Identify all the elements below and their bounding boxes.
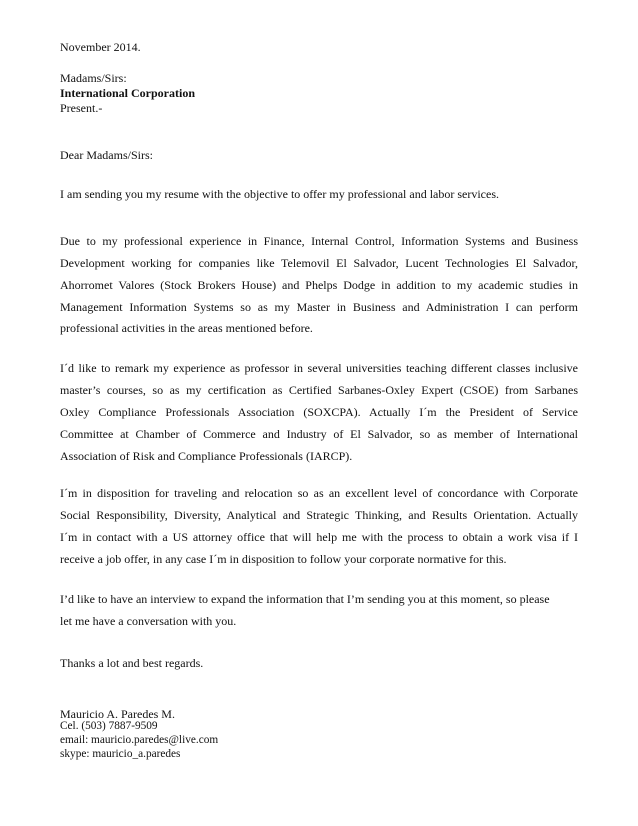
- signature-email: email: mauricio.paredes@live.com: [60, 734, 219, 746]
- paragraph-5-line-1: I’d like to have an interview to expand the information that I’m sending you at this moment, so please: [60, 592, 550, 606]
- recipient-salutation: Madams/Sirs:: [60, 71, 127, 85]
- paragraph-2-line-1: Due to my professional experience in Finance, Internal Control, Information Systems and Business: [60, 234, 578, 248]
- signature-skype: skype: mauricio_a.paredes: [60, 748, 181, 760]
- paragraph-5-line-2: let me have a conversation with you.: [60, 614, 237, 628]
- paragraph-2-line-2: Development working for companies like Telemovil El Salvador, Lucent Technologies El Salvador,: [60, 256, 578, 270]
- signature-name: Mauricio A. Paredes M.: [60, 707, 175, 721]
- recipient-present: Present.-: [60, 101, 103, 115]
- paragraph-4-line-3: I´m in contact with a US attorney office that will help me with the process to obtain a work visa if I: [60, 530, 578, 544]
- closing: Thanks a lot and best regards.: [60, 656, 204, 670]
- paragraph-1-line-1: I am sending you my resume with the objective to offer my professional and labor services.: [60, 187, 499, 201]
- signature-phone: Cel. (503) 7887-9509: [60, 720, 158, 732]
- paragraph-4-line-1: I´m in disposition for traveling and relocation so as an excellent level of concordance with Corporate: [60, 486, 578, 500]
- paragraph-3-line-1: I´d like to remark my experience as professor in several universities teaching different classes inclusive: [60, 361, 578, 375]
- recipient-company: International Corporation: [60, 86, 195, 100]
- paragraph-2-line-4: Management Information Systems so as my Master in Business and Administration I can perform: [60, 300, 578, 314]
- paragraph-3-line-4: Committee at Chamber of Commerce and Industry of El Salvador, so as member of International: [60, 427, 578, 441]
- greeting: Dear Madams/Sirs:: [60, 148, 153, 162]
- paragraph-2-line-5: professional activities in the areas mentioned before.: [60, 321, 313, 335]
- letter-date: November 2014.: [60, 40, 141, 54]
- paragraph-3-line-2: master’s courses, so as my certification as Certified Sarbanes-Oxley Expert (CSOE) from Sarbanes: [60, 383, 578, 397]
- paragraph-4-line-4: receive a job offer, in any case I´m in disposition to follow your corporate normative for this.: [60, 552, 507, 566]
- paragraph-3-line-5: Association of Risk and Compliance Professionals (IARCP).: [60, 449, 353, 463]
- paragraph-3-line-3: Oxley Compliance Professionals Association (SOXCPA). Actually I´m the President of Service: [60, 405, 578, 419]
- paragraph-2-line-3: Ahorromet Valores (Stock Brokers House) and Phelps Dodge in addition to my academic studies in: [60, 278, 578, 292]
- paragraph-4-line-2: Social Responsibility, Diversity, Analytical and Strategic Thinking, and Results Orientation. Actually: [60, 508, 578, 522]
